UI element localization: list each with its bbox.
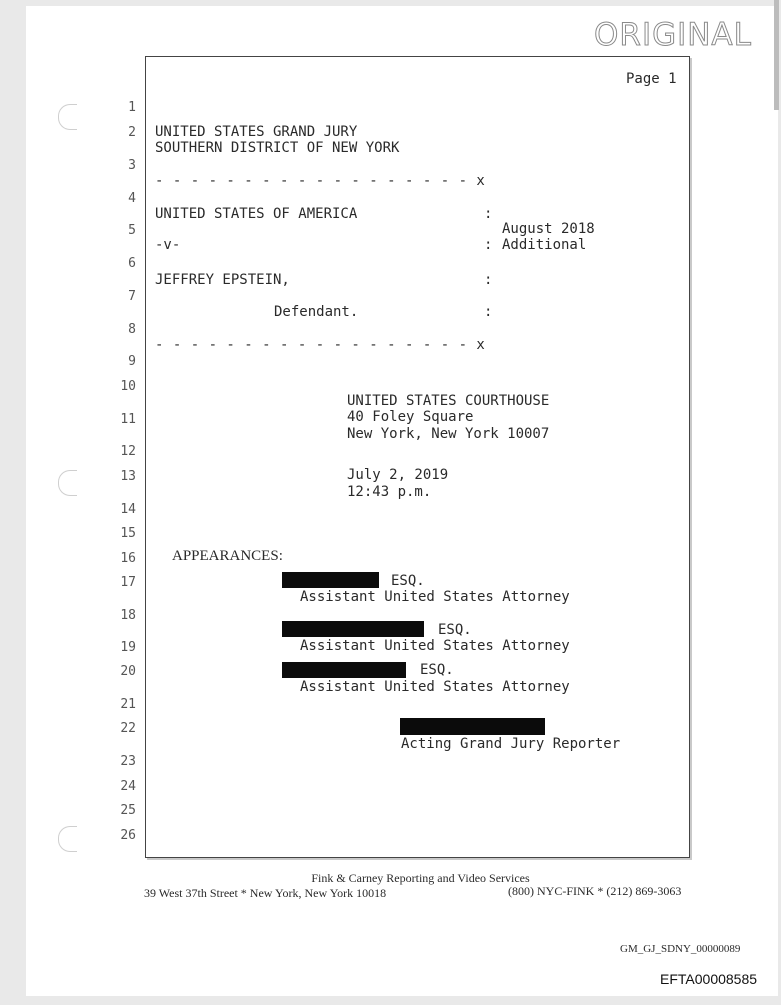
caption-colon: :	[484, 237, 493, 253]
redaction-box	[282, 572, 379, 588]
session-date: July 2, 2019	[347, 467, 449, 483]
versus-label: -v-	[155, 237, 181, 253]
line-number: 24	[120, 779, 136, 794]
redaction-box	[400, 718, 545, 735]
defendant-label: Defendant.	[274, 304, 359, 320]
line-number: 17	[120, 575, 136, 590]
footer-address: 39 West 37th Street * New York, New York 10018	[144, 886, 387, 900]
footer-company: Fink & Carney Reporting and Video Services	[311, 871, 530, 885]
footer-phone: (800) NYC-FINK * (212) 869-3063	[508, 884, 682, 898]
line-number: 9	[128, 354, 136, 369]
session-time: 12:43 p.m.	[347, 484, 432, 500]
line-number: 13	[120, 469, 136, 484]
reporter-role: Acting Grand Jury Reporter	[401, 736, 621, 752]
page-edge-shadow	[774, 0, 779, 110]
redaction-box	[282, 621, 424, 637]
bates-number: GM_GJ_SDNY_00000089	[620, 943, 741, 955]
line-number: 7	[128, 289, 136, 304]
efta-number: EFTA00008585	[660, 971, 758, 987]
line-number: 4	[128, 191, 136, 206]
attorney-suffix: ESQ.	[438, 622, 472, 638]
attorney-suffix: ESQ.	[391, 573, 425, 589]
attorney-role: Assistant United States Attorney	[300, 638, 570, 654]
caption-colon: :	[484, 206, 493, 222]
line-number: 1	[128, 100, 136, 115]
line-number: 15	[120, 526, 136, 541]
punch-hole	[58, 104, 77, 130]
courthouse-street: 40 Foley Square	[347, 409, 474, 425]
attorney-suffix: ESQ.	[420, 662, 454, 678]
line-number: 25	[120, 803, 136, 818]
appearances-heading: APPEARANCES:	[172, 548, 283, 564]
plaintiff-name: UNITED STATES OF AMERICA	[155, 206, 358, 222]
attorney-role: Assistant United States Attorney	[300, 589, 570, 605]
line-number: 6	[128, 256, 136, 271]
line-number: 3	[128, 158, 136, 173]
caption-divider: - - - - - - - - - - - - - - - - - - x	[155, 337, 486, 353]
line-number: 14	[120, 502, 136, 517]
line-number: 18	[120, 608, 136, 623]
line-number: 19	[120, 640, 136, 655]
redaction-box	[282, 662, 406, 678]
attorney-role: Assistant United States Attorney	[300, 679, 570, 695]
line-number: 5	[128, 223, 136, 238]
line-number: 11	[120, 412, 136, 427]
punch-hole	[58, 470, 77, 496]
courthouse-name: UNITED STATES COURTHOUSE	[347, 393, 550, 409]
line-number: 21	[120, 697, 136, 712]
courthouse-city: New York, New York 10007	[347, 426, 550, 442]
court-district: SOUTHERN DISTRICT OF NEW YORK	[155, 140, 400, 156]
grand-jury-term: August 2018	[502, 221, 595, 237]
original-stamp: ORIGINAL	[594, 17, 752, 53]
line-number: 10	[120, 379, 136, 394]
line-number: 12	[120, 444, 136, 459]
caption-colon: :	[484, 272, 493, 288]
line-number: 16	[120, 551, 136, 566]
defendant-name: JEFFREY EPSTEIN,	[155, 272, 290, 288]
punch-hole	[58, 826, 77, 852]
caption-colon: :	[484, 304, 493, 320]
line-number: 22	[120, 721, 136, 736]
grand-jury-term-additional: Additional	[502, 237, 587, 253]
line-number: 8	[128, 322, 136, 337]
page-number: Page 1	[626, 71, 677, 87]
line-number: 23	[120, 754, 136, 769]
line-number: 2	[128, 125, 136, 140]
line-number: 26	[120, 828, 136, 843]
line-number: 20	[120, 664, 136, 679]
caption-divider: - - - - - - - - - - - - - - - - - - x	[155, 173, 486, 189]
court-name: UNITED STATES GRAND JURY	[155, 124, 358, 140]
